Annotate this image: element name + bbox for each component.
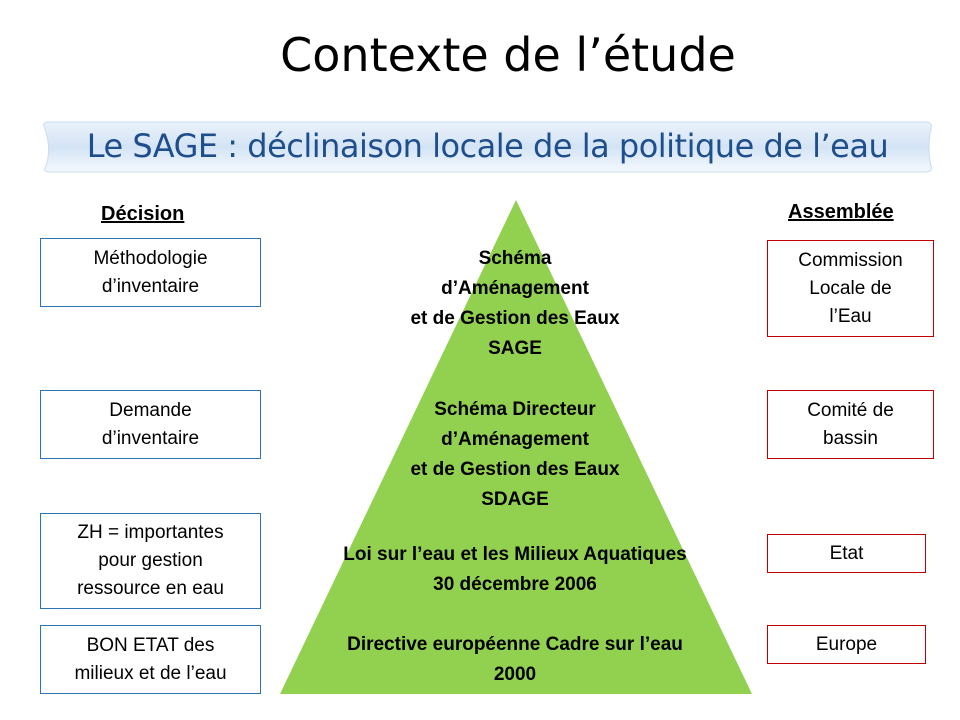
assemblee-box-text bbox=[816, 631, 877, 659]
pyramid-level-line: Schéma bbox=[478, 248, 552, 269]
pyramid-level-line: Schéma Directeur bbox=[434, 399, 596, 420]
decision-box bbox=[40, 238, 261, 307]
pyramid-level-line: d’Aménagement bbox=[441, 278, 589, 299]
pyramid-level bbox=[280, 630, 750, 690]
assemblee-box-text bbox=[830, 540, 864, 568]
assemblee-box-line: l’Eau bbox=[829, 305, 872, 327]
decision-header: Décision bbox=[101, 203, 185, 225]
subtitle-banner bbox=[40, 118, 935, 176]
slide-title: Contexte de l’étude bbox=[280, 28, 736, 82]
decision-box-line: BON ETAT des bbox=[86, 634, 215, 656]
pyramid-level-line: Directive européenne Cadre sur l’eau bbox=[347, 634, 683, 655]
pyramid-level bbox=[280, 244, 750, 364]
banner-text: Le SAGE : déclinaison locale de la politique de l’eau bbox=[86, 127, 889, 165]
pyramid-level bbox=[280, 395, 750, 515]
pyramid-level-line: 30 décembre 2006 bbox=[433, 574, 597, 595]
decision-box-line: ZH = importantes bbox=[77, 522, 224, 543]
pyramid-level-line: d’Aménagement bbox=[441, 429, 589, 450]
pyramid-level bbox=[280, 540, 750, 600]
decision-box-line: d’inventaire bbox=[101, 275, 200, 297]
decision-box bbox=[40, 390, 261, 459]
pyramid-level-line: 2000 bbox=[493, 664, 537, 685]
assemblee-box bbox=[767, 534, 926, 573]
assemblee-header: Assemblée bbox=[788, 201, 894, 223]
decision-box-line: milieux et de l’eau bbox=[74, 662, 227, 684]
decision-box bbox=[40, 513, 261, 609]
assemblee-box bbox=[767, 625, 926, 664]
decision-box bbox=[40, 625, 261, 694]
assemblee-box-text bbox=[807, 397, 894, 453]
decision-box-text bbox=[102, 397, 199, 453]
decision-box-line: pour gestion bbox=[98, 550, 203, 571]
assemblee-box-line: Commission bbox=[798, 249, 903, 271]
pyramid-level-line: Loi sur l’eau et les Milieux Aquatiques bbox=[343, 544, 687, 565]
decision-box-line: Demande bbox=[109, 399, 192, 421]
decision-box-line: d’inventaire bbox=[101, 427, 200, 449]
assemblee-box-text bbox=[798, 247, 903, 331]
assemblee-box-line: bassin bbox=[823, 427, 878, 449]
pyramid-level-line: et de Gestion des Eaux bbox=[410, 459, 620, 480]
decision-box-line: ressource en eau bbox=[77, 578, 224, 599]
assemblee-box bbox=[767, 240, 934, 337]
decision-box-text bbox=[93, 245, 207, 301]
assemblee-box-line: Etat bbox=[829, 542, 864, 564]
pyramid-level-line: SAGE bbox=[488, 338, 542, 359]
decision-box-line: Méthodologie bbox=[93, 247, 208, 269]
assemblee-box-line: Locale de bbox=[809, 277, 892, 299]
decision-box-text bbox=[74, 632, 226, 688]
pyramid-level-line: et de Gestion des Eaux bbox=[410, 308, 620, 329]
pyramid-level-line: SDAGE bbox=[481, 489, 549, 510]
assemblee-box-line: Comité de bbox=[807, 399, 894, 421]
assemblee-box bbox=[767, 390, 934, 459]
assemblee-box-line: Europe bbox=[815, 633, 878, 655]
decision-box-text bbox=[77, 519, 224, 603]
